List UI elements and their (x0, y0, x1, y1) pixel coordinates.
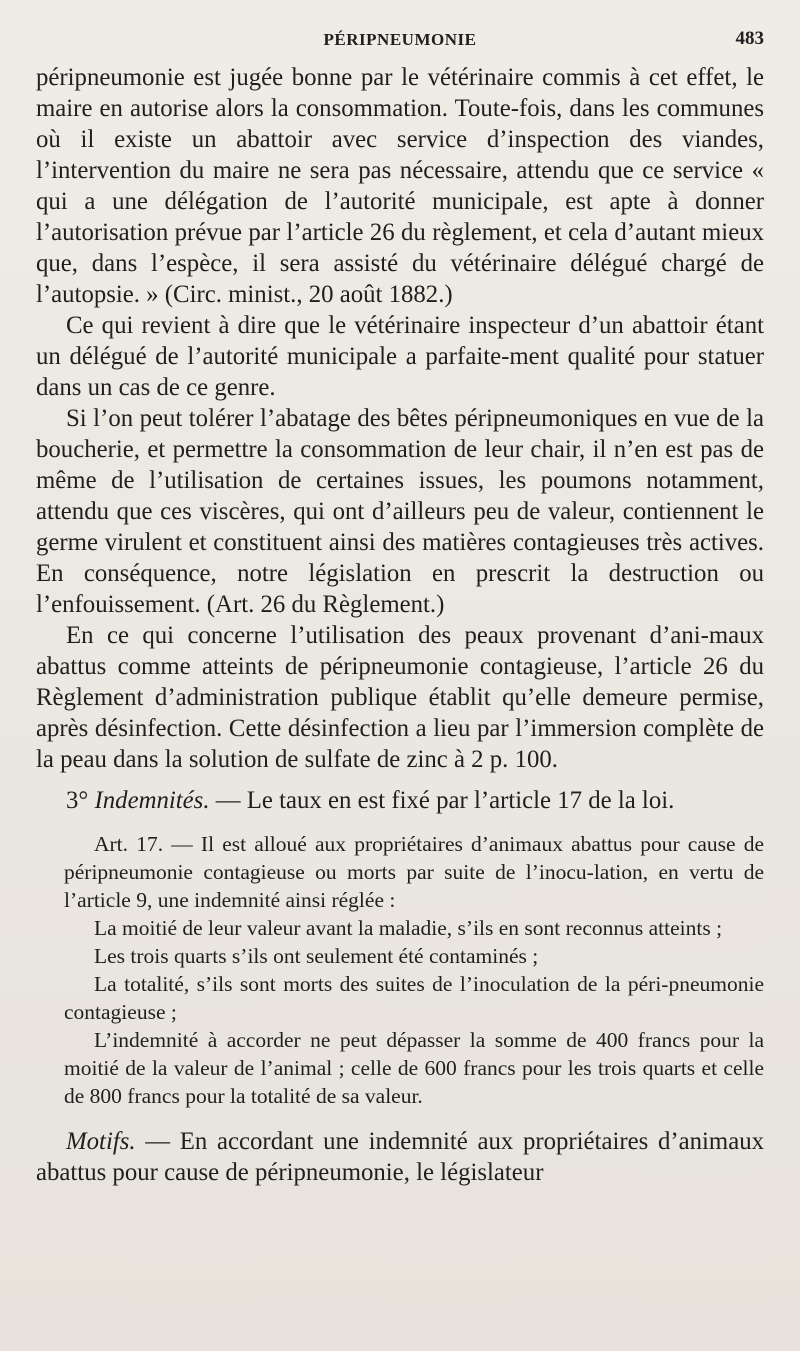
paragraph-1: péripneumonie est jugée bonne par le vétérinaire commis à cet effet, le maire en autorise alors la consommation. Toute-fois, dans les communes où il existe un abattoir avec service d’inspection des viandes, l’intervention du maire ne sera pas nécessaire, attendu que ce service « qui a une délégation de l’autorité municipale, est apte à donner l’autorisation prévue par l’article 26 du règlement, et cela d’autant mieux que, dans l’espèce, il sera assisté du vétérinaire délégué chargé de l’autopsie. » (Circ. minist., 20 août 1882.) (36, 64, 764, 308)
paragraph-2: Ce qui revient à dire que le vétérinaire inspecteur d’un abattoir étant un délégué de l’autorité municipale a parfaite-ment qualité pour statuer dans un cas de ce genre. (36, 312, 764, 401)
article-17-item-2: Les trois quarts s’ils ont seulement été contaminés ; (94, 944, 539, 968)
article-17-item-3: La totalité, s’ils sont morts des suites de l’inoculation de la péri-pneumonie contagieuse ; (64, 972, 764, 1024)
motifs-paragraph (36, 1126, 764, 1188)
article-17-intro: Art. 17. — Il est alloué aux propriétaires d’animaux abattus pour cause de péripneumonie contagieuse ou morts par suite de l’inocu-lation, en vertu de l’article 9, une indemnité ainsi réglée : (64, 832, 764, 912)
body-text (36, 62, 764, 1188)
section-number: 3° (66, 787, 89, 814)
motifs-label: Motifs. (66, 1128, 136, 1155)
section-title: Indemnités. (94, 787, 210, 814)
paragraph-3: Si l’on peut tolérer l’abatage des bêtes péripneumoniques en vue de la boucherie, et permettre la consommation de leur chair, il n’en est pas de même de l’utilisation de certaines issues, les poumons notamment, attendu que ces viscères, qui ont d’ailleurs peu de valeur, contiennent le germe virulent et constituent ainsi des matières contagieuses très actives. En conséquence, notre législation en prescrit la destruction ou l’enfouissement. (Art. 26 du Règlement.) (36, 405, 764, 618)
page-header (36, 28, 764, 62)
running-title: PÉRIPNEUMONIE (323, 30, 477, 49)
article-17-item-4: L’indemnité à accorder ne peut dépasser la somme de 400 francs pour la moitié de la valeur de l’animal ; celle de 600 francs pour les trois quarts et celle de 800 francs pour la totalité de sa valeur. (64, 1028, 764, 1108)
article-17-block (64, 830, 764, 1110)
motifs-text: — En accordant une indemnité aux propriétaires d’animaux abattus pour cause de péripneumonie, le législateur (36, 1128, 764, 1186)
section-text: — Le taux en est fixé par l’article 17 de la loi. (209, 787, 675, 814)
paragraph-4: En ce qui concerne l’utilisation des peaux provenant d’ani-maux abattus comme atteints de péripneumonie contagieuse, l’article 26 du Règlement d’administration publique établit qu’elle demeure permise, après désinfection. Cette désinfection a lieu par l’immersion complète de la peau dans la solution de sulfate de zinc à 2 p. 100. (36, 622, 764, 773)
article-17-item-1: La moitié de leur valeur avant la maladie, s’ils en sont reconnus atteints ; (94, 916, 723, 940)
page-number: 483 (735, 28, 764, 49)
section-3-indemnites (36, 785, 764, 816)
